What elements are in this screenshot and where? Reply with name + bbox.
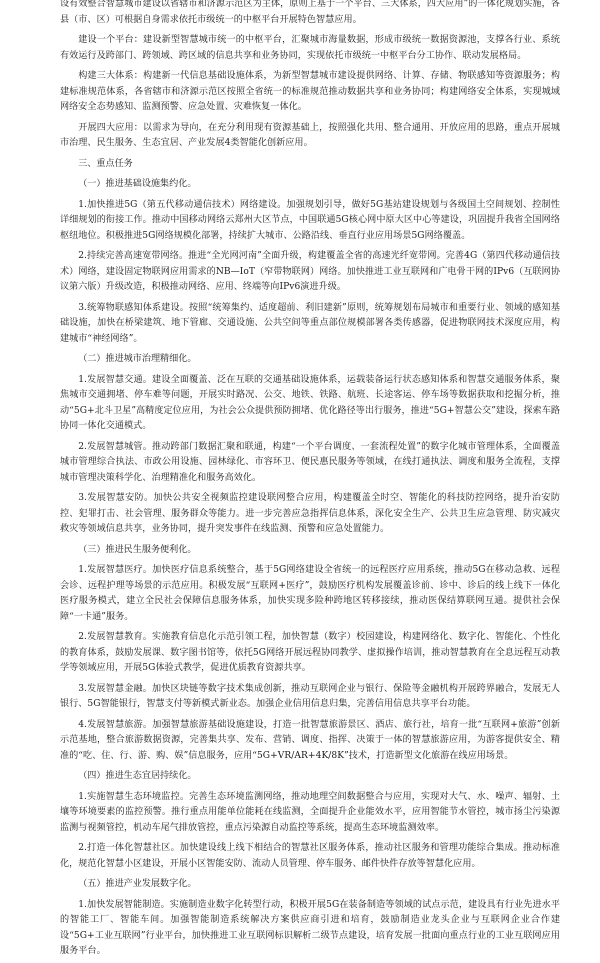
paragraph: 建设一个平台：建设新型智慧城市统一的中枢平台，汇聚城市海量数据，形成市级统一数据资源池，支撑各行业、系统有效运行及跨部门、跨领域、跨区域的信息共享和业务协同，实现依托市级统一中枢平台分工协作、联动发展格局。 (60, 35, 560, 61)
subsection-heading: （二）推进城市治理精细化。 (78, 354, 197, 364)
paragraph: 4.发展智慧旅游。加强智慧旅游基础设施建设，打造一批智慧旅游景区、酒店、旅行社，培育一批“互联网+旅游”创新示范基地，整合旅游数据资源，完善集共享、发布、营销、调度、指挥、决策于一体的智慧旅游应用，为游客提供安全、精准的“吃、住、行、游、购、娱”信息服务，应用“5G+VR/AR+4K/8K”技术，打造新型文化旅游在线应用场景。 (60, 719, 560, 761)
paragraph: 2.持续完善高速宽带网络。推进“全光网河南”全面升级，构建覆盖全省的高速光纤宽带网。完善4G（第四代移动通信技术）网络，建设固定物联网应用需求的NB—IoT（窄带物联网）网络。加快推进工业互联网和广电骨干网的IPv6（互联网协议第六版）升级改造，积极推动网络、应用、终端等向IPv6演进升级。 (60, 251, 560, 292)
document-body (60, 0, 560, 960)
paragraph: 3.统筹物联感知体系建设。按照“统筹集约、适度超前、利旧建新”原则，统筹规划布局城市和重要行业、领域的感知基础设施，加快在桥梁建筑、地下管廊、交通设施、公共空间等重点部位规模部署各类传感器，促进物联网技术深度应用，构建城市“神经网络”。 (60, 302, 560, 344)
paragraph: 1.发展智慧医疗。加快医疗信息系统整合，基于5G网络建设全省统一的远程医疗应用系统，推动5G在移动急救、远程会诊、远程护理等场景的示范应用。积极发展“互联网+医疗”，鼓励医疗机构发展覆盖诊前、诊中、诊后的线上线下一体化医疗服务模式，建立全民社会保障信息服务体系，加快实现多险种跨地区转移接续，推动医保结算联网互通。提供社会保障“一卡通”服务。 (60, 565, 560, 622)
paragraph: 2.打造一体化智慧社区。加快建设线上线下相结合的智慧社区服务体系，推动社区服务和管理功能综合集成。推动标准化，规范化智慧小区建设，开展小区智能安防、流动人员管理、停车服务、邮件快件存放等智慧化应用。 (60, 843, 560, 869)
paragraph: 2.发展智慧教育。实施教育信息化示范引领工程，加快智慧（数字）校园建设，构建网络化、数字化、智能化、个性化的教育体系，鼓励发展课、数字图书馆等，依托5G网络开展远程协同教学、虚拟操作培训，推动智慧教育在全息远程互动教学等领域应用，开展5G体验式教学，促进优质教育资源共享。 (60, 632, 560, 673)
paragraph: 1.加快推进5G（第五代移动通信技术）网络建设。加强规划引导，做好5G基站建设规划与各级国土空间规划、控制性详细规划的衔接工作。推动中国移动网络云郑州大区节点，中国联通5G核心网中原大区中心等建设，巩固提升我省全国网络枢纽地位。积极推进5G网络规模化部署，持续扩大城市、公路沿线、垂直行业应用场景5G网络覆盖。 (60, 199, 560, 241)
paragraph: 3.发展智慧安防。加快公共安全视频监控建设联网整合应用，构建覆盖全时空、智能化的科技防控网络，提升治安防控、犯罪打击、社会管理、服务群众等能力。进一步完善应急指挥信息体系，深化安全生产、公共卫生应急管理、防灾减灾救灾等领域信息共享，业务协同，提升突发事件在线监测、预警和应急处置能力。 (60, 493, 560, 534)
subsection-heading: （四）推进生态宜居持续化。 (78, 771, 197, 781)
section-heading: 三、重点任务 (78, 158, 133, 169)
subsection-heading: （三）推进民生服务便利化。 (78, 544, 197, 555)
paragraph: 3.发展智慧金融。加快区块链等数字技术集成创新，推动互联网企业与银行、保险等金融机构开展跨界融合，发展无人银行、5G智能银行，智慧支付等新模式新业态。加强企业信用信息归集，完善信用信息共享平台功能。 (60, 683, 560, 709)
subsection-heading: （五）推进产业发展数字化。 (78, 879, 197, 889)
paragraph: 设有效整合智慧城市建设以省辖市和济源示范区为主体，原则上基于一个平台、三大体系，四大应用”的一体化规划实施，各县（市、区）可根据自身需求依托市级统一的中枢平台开展特色智慧应用。 (60, 0, 560, 25)
paragraph: 2.发展智慧城管。推动跨部门数据汇聚和联通，构建“一个平台调度、一套流程处置”的数字化城市管理体系，全面覆盖城市管理综合执法、市政公用设施、园林绿化、市容环卫、便民惠民服务等领域，在线打通执法、调度和服务全流程，支撑城市管理决策科学化、治理精准化和服务高效化。 (60, 441, 560, 483)
paragraph: 1.加快发展智能制造。实施制造业数字化转型行动，积极开展5G在装备制造等领域的试点示范，建设具有行业先进水平的智能工厂、智能车间。加强智能制造系统解决方案供应商引进和培育，鼓励制造业龙头企业与互联网企业合作建设“5G+工业互联网”行业平台，加快推进工业互联网标识解析二级节点建设，培育发展一批面向重点行业的工业互联网应用服务平台。 (60, 899, 560, 956)
paragraph: 开展四大应用：以需求为导向，在充分利用现有资源基础上，按照强化共用、整合通用、开放应用的思路，重点开展城市治理、民生服务、生态宜居、产业发展4类智能化创新应用。 (60, 122, 560, 148)
subsection-heading: （一）推进基础设施集约化。 (78, 179, 197, 189)
paragraph: 构建三大体系：构建新一代信息基础设施体系，为新型智慧城市建设提供网络、计算、存储、物联感知等资源服务；构建标准规范体系，各省辖市和济源示范区按照全省统一的标准规范推动数据共享和业务协同；构建网络安全体系，实现城域网络安全态势感知、监测预警、应急处置、灾难恢复一体化。 (60, 71, 560, 112)
paragraph: 1.实施智慧生态环境监控。完善生态环境监测网络，推动地理空间数据整合与应用，实现对大气、水、噪声、辐射、土壤等环境要素的监控预警。推行重点用能单位能耗在线监测，全面提升企业能效水平，应用智能节水管控，城市扬尘污染源监测与视频管控，机动车尾气排放管控，重点污染源自动监控等系统，提高生态环境监测效率。 (60, 791, 560, 833)
paragraph: 1.发展智慧交通。建设全面覆盖、泛在互联的交通基础设施体系，运载装备运行状态感知体系和智慧交通服务体系，聚焦城市交通拥堵、停车难等问题，开展实时路况、公交、地铁、铁路、航班、长途客运、停车场等数据获取和挖掘分析，推动“5G+北斗卫星”高精度定位应用，为社会公众提供预防拥堵、优化路径等出行服务，推进“5G+智慧公交”建设，探索车路协同一体化交通模式。 (60, 374, 560, 431)
